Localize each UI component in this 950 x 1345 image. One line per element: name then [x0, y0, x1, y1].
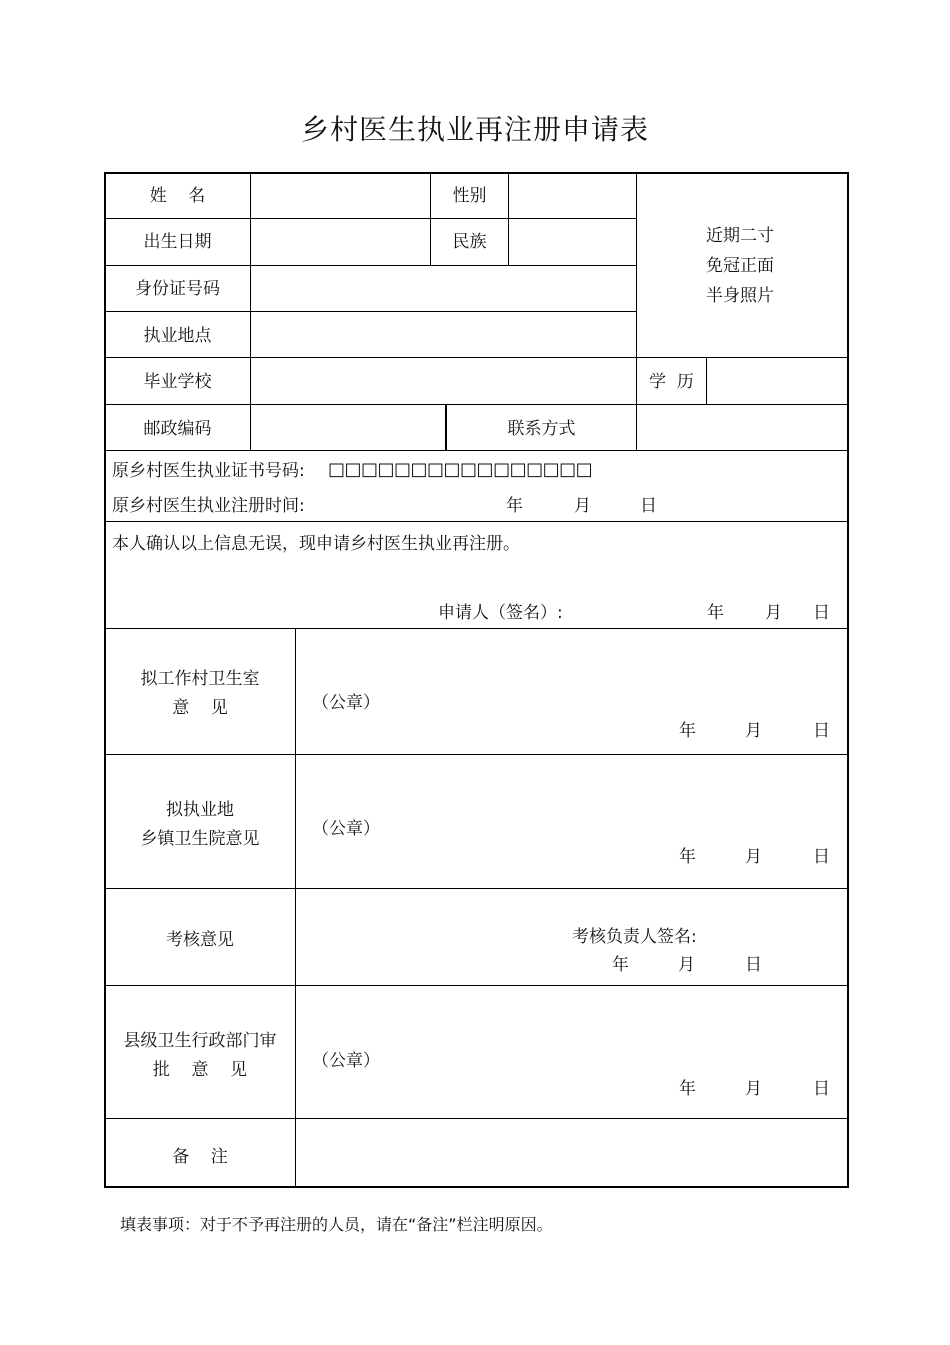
remarks-field[interactable] [296, 1119, 848, 1187]
name-field[interactable] [251, 174, 430, 218]
township-hospital-opinion-label: 乡镇卫生院意见 [140, 829, 260, 849]
day-label: 日 [813, 847, 830, 867]
cert-number-label: 原乡村医生执业证书号码: [112, 461, 305, 481]
id-number-label: 身份证号码 [135, 279, 220, 299]
row-divider [105, 450, 848, 451]
name-label: 姓 名 [149, 186, 206, 206]
official-seal-label: （公章） [312, 819, 380, 839]
applicant-signature-field[interactable] [580, 598, 700, 626]
birth-date-field[interactable] [251, 219, 430, 265]
registration-time-label: 原乡村医生执业注册时间: [112, 496, 305, 516]
assessment-opinion-label: 考核意见 [166, 930, 234, 950]
photo-hint-line: 免冠正面 [706, 256, 774, 276]
practice-location-label: 执业地点 [143, 326, 212, 346]
contact-label: 联系方式 [507, 419, 576, 439]
month-label: 月 [574, 496, 591, 516]
official-seal-label: （公章） [312, 693, 380, 713]
month-label: 月 [745, 1079, 762, 1099]
remarks-label: 备 注 [172, 1147, 228, 1167]
year-label: 年 [679, 1079, 696, 1099]
contact-field[interactable] [637, 405, 848, 450]
graduated-school-label: 毕业学校 [143, 372, 212, 392]
postal-code-label: 邮政编码 [143, 419, 212, 439]
row-divider [105, 521, 848, 522]
confirmation-statement: 本人确认以上信息无误，现申请乡村医生执业再注册。 [112, 534, 520, 554]
village-clinic-opinion-label: 意 见 [172, 698, 228, 718]
year-label: 年 [679, 847, 696, 867]
cert-number-boxes[interactable]: □□□□□□□□□□□□□□□□ [328, 459, 593, 480]
day-label: 日 [813, 721, 830, 741]
month-label: 月 [678, 955, 695, 975]
form-title: 乡村医生执业再注册申请表 [300, 113, 649, 146]
month-label: 月 [745, 847, 762, 867]
form-footnote: 填表事项：对于不予再注册的人员，请在“备注”栏注明原因。 [120, 1215, 553, 1234]
township-hospital-opinion-label: 拟执业地 [166, 800, 234, 820]
day-label: 日 [813, 1079, 830, 1099]
year-label: 年 [679, 721, 696, 741]
id-number-field[interactable] [251, 266, 636, 311]
postal-code-field[interactable] [251, 405, 445, 450]
official-seal-label: （公章） [312, 1051, 380, 1071]
photo-hint-line: 近期二寸 [706, 226, 774, 246]
day-label: 日 [640, 496, 657, 516]
day-label: 日 [745, 955, 762, 975]
assessment-signer-label: 考核负责人签名: [572, 927, 697, 947]
photo-hint-line: 半身照片 [706, 286, 774, 306]
practice-location-field[interactable] [251, 312, 636, 357]
birth-date-label: 出生日期 [143, 232, 212, 252]
ethnicity-field[interactable] [509, 219, 636, 265]
ethnicity-label: 民族 [452, 232, 487, 252]
graduated-school-field[interactable] [251, 358, 636, 404]
education-field[interactable] [707, 358, 848, 404]
year-label: 年 [707, 603, 724, 623]
gender-field[interactable] [509, 174, 636, 218]
day-label: 日 [813, 603, 830, 623]
county-approval-opinion-label: 县级卫生行政部门审 [123, 1031, 277, 1051]
year-label: 年 [506, 496, 523, 516]
applicant-signature-label: 申请人（签名）: [438, 603, 563, 623]
month-label: 月 [765, 603, 782, 623]
gender-label: 性别 [452, 186, 487, 206]
county-approval-opinion-label: 批 意 见 [152, 1060, 248, 1080]
year-label: 年 [612, 955, 629, 975]
month-label: 月 [745, 721, 762, 741]
village-clinic-opinion-label: 拟工作村卫生室 [140, 669, 260, 689]
education-label: 学 历 [649, 372, 694, 392]
